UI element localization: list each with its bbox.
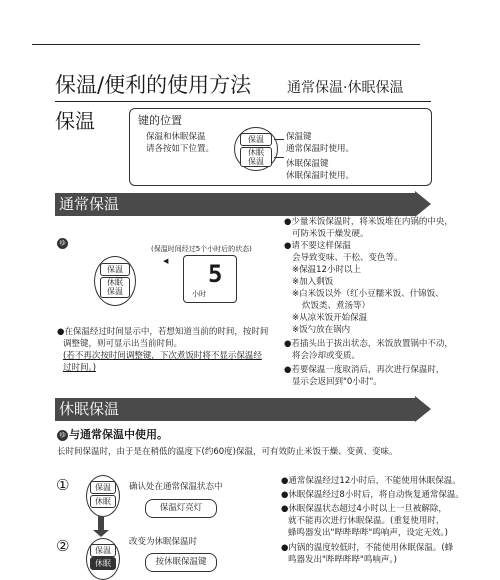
- step2-number: ②: [56, 537, 70, 555]
- label-sleep-key: 休眠保温键: [286, 159, 329, 169]
- sleep-note-4: 蜂鸣器发出"哔哔哔哔"鸣响声，设定无效。): [288, 528, 448, 538]
- note-right-1: 可防米饭干燥发硬。: [292, 229, 369, 239]
- step2-pill-box: 按休眠保温键: [145, 553, 217, 572]
- label-warm-key: 保温键: [286, 132, 312, 142]
- sleep-note-5: ●内锅的温度较低时，不能使用休眠保温。(蜂: [281, 543, 454, 553]
- sleep-intro: 长时间保温时，由于是在稍低的温度下(约60度)保温，可有效防止米饭干燥、变黄、变味。: [57, 447, 398, 457]
- note-right-11: 将会冷却或变质。: [292, 351, 361, 361]
- note-right-8: ※从凉米饭开始保温: [292, 313, 368, 323]
- note-right-9: ※饭勺放在锅内: [292, 325, 351, 335]
- banner-normal-keep-warm: 通常保温: [55, 193, 415, 216]
- lcd-display: [183, 255, 237, 303]
- lcd-unit: 小时: [192, 290, 206, 298]
- normal-keep-warm-button[interactable]: 保温: [100, 263, 130, 276]
- normal-sleep-line1: 休眠: [107, 278, 123, 287]
- note-right-12: ●若要保温一度取消后，再次进行保温时，: [284, 365, 445, 375]
- key-box-desc-1: 保温和休眠保温: [146, 132, 206, 142]
- page-title: 保温/便利的使用方法: [55, 73, 252, 97]
- note-right-5: ※加入剩饭: [292, 277, 334, 287]
- sleep-warm-button-line1: 休眠: [248, 148, 264, 157]
- lcd-pointer-icon: ◀: [163, 257, 169, 265]
- note-right-13: 显示会返回到"0小时"。: [292, 377, 382, 387]
- step1-text: 确认处在通常保温状态中: [129, 482, 223, 492]
- step-down-arrow-head: [93, 530, 109, 537]
- note-right-0: ●少量米饭保温时，将米饭堆在内锅的中央，: [284, 217, 453, 227]
- note-right-7: 炊饭类、煮汤等）: [302, 301, 371, 311]
- display-caption: (保温时间经过5个小时后的状态): [151, 245, 252, 253]
- label-warm-key-desc: 通常保温时使用。: [286, 144, 355, 154]
- page-subtitle: 通常保温·休眠保温: [287, 80, 404, 96]
- key-box-desc-2: 请各按如下位置。: [146, 144, 215, 154]
- step1-pill-box: 保温灯亮灯: [145, 499, 217, 518]
- title-underline: [55, 101, 431, 102]
- note-right-4: ※保温12小时以上: [292, 265, 361, 275]
- sleep-note-2: ●休眠保温状态超过4小时以上一旦被解除，: [281, 504, 447, 514]
- sleep-marker-icon: ゆ: [59, 431, 66, 439]
- sleep-subheading: 与通常保温中使用。: [69, 428, 168, 441]
- sleep-warm-button[interactable]: [240, 147, 272, 167]
- label-sleep-key-desc: 休眠保温时使用。: [286, 171, 355, 181]
- sleep-warm-button-line2: 保温: [248, 157, 264, 166]
- step2-keep-warm-button[interactable]: 保温: [90, 544, 116, 557]
- step2-text: 改变为休眠保温时: [129, 537, 198, 547]
- pointer-line-sleep: [274, 157, 284, 158]
- normal-sleep-line2: 保温: [107, 287, 123, 296]
- pointer-line-warm: [274, 139, 284, 140]
- note-left-4: 过时间。): [63, 363, 97, 373]
- step1-sleep-button[interactable]: 休眠: [90, 495, 116, 508]
- note-right-2: ●请不要这样保温: [284, 241, 351, 251]
- banner-sleep-keep-warm: 休眠保温: [55, 398, 415, 421]
- lcd-digit: 5: [208, 260, 223, 288]
- banner-normal-arrow: [415, 191, 431, 217]
- step1-number: ①: [56, 476, 70, 494]
- note-left-1: ●在保温经过时间显示中，若想知道当前的时间，按时间: [57, 327, 269, 337]
- step1-keep-warm-button[interactable]: 保温: [90, 481, 116, 494]
- sleep-note-6: 鸣器发出"哔哔哔哔"鸣响声。): [288, 555, 397, 565]
- normal-sleep-warm-button[interactable]: [100, 277, 130, 298]
- banner-sleep-arrow: [415, 396, 431, 422]
- key-position-box: [129, 108, 432, 186]
- step-marker-icon: ゆ: [59, 239, 66, 247]
- note-left-3: (若不再次按时间调整键，下次煮饭时将不显示保温经: [63, 351, 262, 361]
- sleep-note-3: 就不能再次进行休眠保温。(重复使用时，: [288, 516, 445, 526]
- step2-sleep-button[interactable]: 休眠: [90, 557, 116, 570]
- keep-warm-button[interactable]: 保温: [240, 133, 272, 146]
- key-box-title: 键的位置: [138, 114, 182, 127]
- note-right-3: 会导致变味、干松、变色等。: [292, 253, 403, 263]
- top-rule: [32, 44, 420, 45]
- sleep-note-1: ●休眠保温经过8小时后，将自动恢复通常保温。: [281, 490, 464, 500]
- note-right-10: ●若插头出于拔出状态，米饭放置锅中不动，: [284, 339, 453, 349]
- sleep-note-0: ●通常保温经过12小时后，不能使用休眠保温。: [281, 476, 461, 486]
- keep-warm-heading: 保温: [55, 109, 95, 133]
- note-right-6: ※白米饭以外（红小豆糯米饭、什锦饭、: [292, 289, 444, 299]
- note-left-2: 调整键，则可显示出当前时间。: [63, 339, 183, 349]
